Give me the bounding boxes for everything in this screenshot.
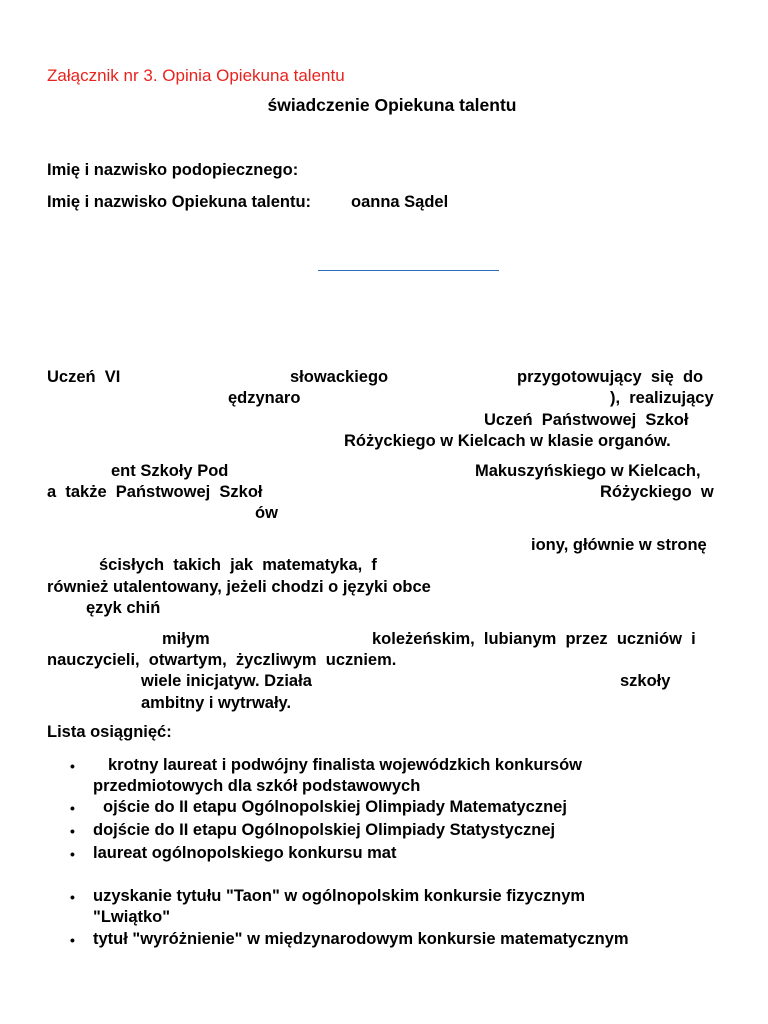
achievement-text: dojście do II etapu Ogólnopolskiej Olimpiady Statystycznej	[93, 821, 556, 839]
bullet-icon: •	[70, 823, 75, 839]
mentor-name-label: Imię i nazwisko Opiekuna talentu:	[47, 193, 312, 211]
p1-line-3: Uczeń Państwowej Szkoł	[484, 411, 689, 429]
bullet-icon: •	[70, 758, 75, 774]
p4-line-1b: koleżeńskim, lubianym przez uczniów i	[372, 630, 696, 648]
p1-line-1b: słowackiego	[290, 368, 389, 386]
p1-line-1c: przygotowujący się do	[517, 368, 704, 386]
achievement-text: uzyskanie tytułu "Taon" w ogólnopolskim konkursie fizycznym	[93, 887, 586, 905]
achievement-text-cont: przedmiotowych dla szkół podstawowych	[93, 777, 421, 795]
bullet-icon: •	[70, 800, 75, 816]
p4-line-3a: wiele inicjatyw. Działa	[141, 672, 312, 690]
achievement-text: krotny laureat i podwójny finalista wojewódzkich konkursów	[108, 756, 582, 774]
achievements-title: Lista osiągnięć:	[47, 723, 172, 741]
p1-line-2b: ), realizujący	[610, 389, 714, 407]
p2-line-2b: Różyckiego w	[600, 483, 714, 501]
p1-line-1a: Uczeń VI	[47, 368, 121, 386]
student-name-label: Imię i nazwisko podopiecznego:	[47, 161, 299, 179]
achievement-text-cont: "Lwiątko"	[93, 908, 171, 926]
p3-line-3: również utalentowany, jeżeli chodzi o języki obce	[47, 578, 431, 596]
signature-line	[318, 270, 499, 271]
p4-line-1a: miłym	[162, 630, 210, 648]
attachment-title: Załącznik nr 3. Opinia Opiekuna talentu	[47, 66, 345, 85]
p3-line-1: iony, głównie w stronę	[531, 536, 707, 554]
bullet-icon: •	[70, 889, 75, 905]
p2-line-1a: ent Szkoły Pod	[111, 462, 229, 480]
achievement-text: ojście do II etapu Ogólnopolskiej Olimpiady Matematycznej	[103, 798, 567, 816]
achievement-text: laureat ogólnopolskiego konkursu mat	[93, 844, 397, 862]
page-title: świadczenie Opiekuna talentu	[267, 95, 517, 115]
p3-line-4: ęzyk chiń	[86, 599, 161, 617]
p2-line-3: ów	[255, 504, 278, 522]
p4-line-4: ambitny i wytrwały.	[141, 694, 292, 712]
achievement-text: tytuł "wyróżnienie" w międzynarodowym konkursie matematycznym	[93, 930, 629, 948]
p4-line-3b: szkoły	[620, 672, 671, 690]
p1-line-2a: ędzynaro	[228, 389, 301, 407]
mentor-name-value: oanna Sądel	[351, 193, 449, 211]
p2-line-2a: a także Państwowej Szkoł	[47, 483, 263, 501]
bullet-icon: •	[70, 932, 75, 948]
p4-line-2: nauczycieli, otwartym, życzliwym uczniem.	[47, 651, 397, 669]
p3-line-2: ścisłych takich jak matematyka, f	[99, 556, 377, 574]
p2-line-1b: Makuszyńskiego w Kielcach,	[475, 462, 701, 480]
p1-line-4: Różyckiego w Kielcach w klasie organów.	[344, 432, 671, 450]
bullet-icon: •	[70, 846, 75, 862]
